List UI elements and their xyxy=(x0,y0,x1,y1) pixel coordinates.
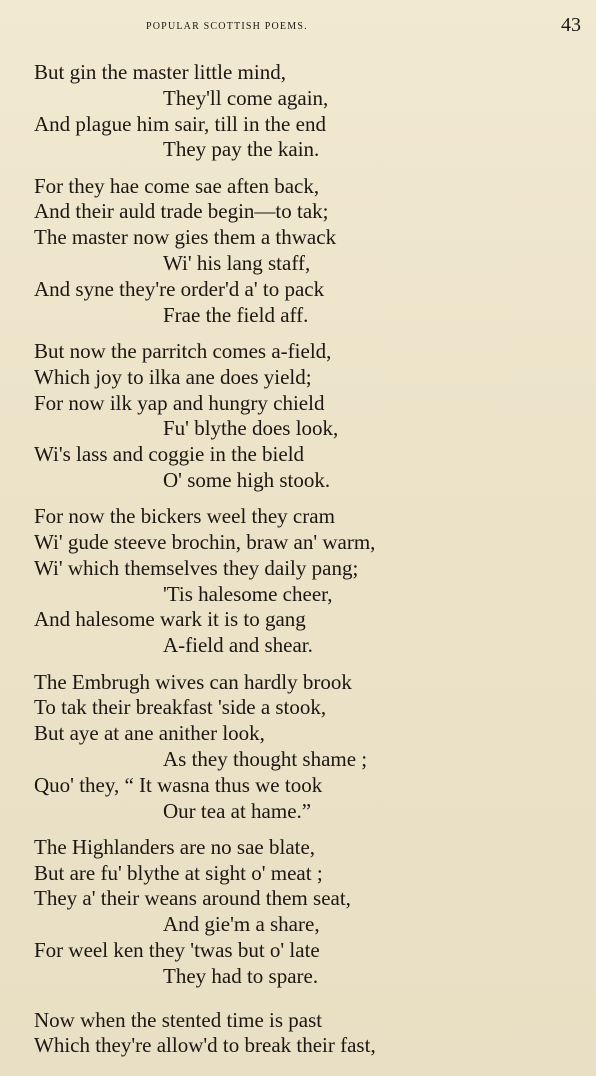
stanza xyxy=(34,504,574,659)
poem-line: But are fu' blythe at sight o' meat ; xyxy=(34,860,323,885)
page-number: 43 xyxy=(561,14,581,36)
poem-line: For now the bickers weel they cram xyxy=(34,504,335,529)
poem-line: As they thought shame ; xyxy=(163,746,368,771)
poem-line: Which joy to ilka ane does yield; xyxy=(34,364,312,389)
poem-line: A-field and shear. xyxy=(163,633,313,658)
poem-line: And plague him sair, till in the end xyxy=(34,111,326,136)
poem-body xyxy=(34,60,574,1059)
poem-line: O' some high stook. xyxy=(163,467,331,492)
poem-line: Now when the stented time is past xyxy=(34,1007,323,1032)
poem-line: Wi' gude steeve brochin, braw an' warm, xyxy=(34,530,376,555)
stanza xyxy=(34,1008,574,1060)
stanza xyxy=(34,670,574,825)
poem-line: But aye at ane anither look, xyxy=(34,721,265,746)
poem-line: They a' their weans around them seat, xyxy=(34,886,351,911)
poem-line: And syne they're order'd a' to pack xyxy=(34,276,325,301)
poem-line: They pay the kain. xyxy=(163,137,320,162)
stanza xyxy=(34,339,574,494)
poem-line: For now ilk yap and hungry chield xyxy=(34,390,325,415)
poem-line: To tak their breakfast 'side a stook, xyxy=(34,695,327,720)
stanza xyxy=(34,60,574,163)
stanza xyxy=(34,174,574,329)
poem-line: Frae the field aff. xyxy=(163,302,309,327)
poem-line: And gie'm a share, xyxy=(163,912,320,937)
poem-line: And halesome wark it is to gang xyxy=(34,607,306,632)
poem-line: The Highlanders are no sae blate, xyxy=(34,834,316,859)
poem-line: Wi' which themselves they daily pang; xyxy=(34,555,359,580)
running-head xyxy=(0,14,596,38)
poem-line: And their auld trade begin—to tak; xyxy=(34,199,329,224)
poem-line: For they hae come sae aften back, xyxy=(34,173,320,198)
poem-line: Our tea at hame.” xyxy=(163,798,312,823)
poem-line: The Embrugh wives can hardly brook xyxy=(34,669,352,694)
poem-line: But gin the master little mind, xyxy=(34,60,286,84)
poem-line: For weel ken they 'twas but o' late xyxy=(34,938,320,962)
poem-line: 'Tis halesome cheer, xyxy=(163,581,333,606)
poem-line: They'll come again, xyxy=(163,85,329,110)
poem-line: Which they're allow'd to break their fast, xyxy=(34,1033,376,1058)
running-title: popular scottish poems. xyxy=(146,18,308,33)
stanza xyxy=(34,835,574,990)
poem-line: The master now gies them a thwack xyxy=(34,225,337,250)
poem-line: Wi' his lang staff, xyxy=(163,251,311,276)
poem-line: Wi's lass and coggie in the bield xyxy=(34,442,305,467)
poem-line: But now the parritch comes a-field, xyxy=(34,338,332,363)
poem-line: Quo' they, “ It wasna thus we took xyxy=(34,772,323,797)
poem-line: Fu' blythe does look, xyxy=(163,416,339,441)
poem-line: They had to spare. xyxy=(163,963,319,988)
